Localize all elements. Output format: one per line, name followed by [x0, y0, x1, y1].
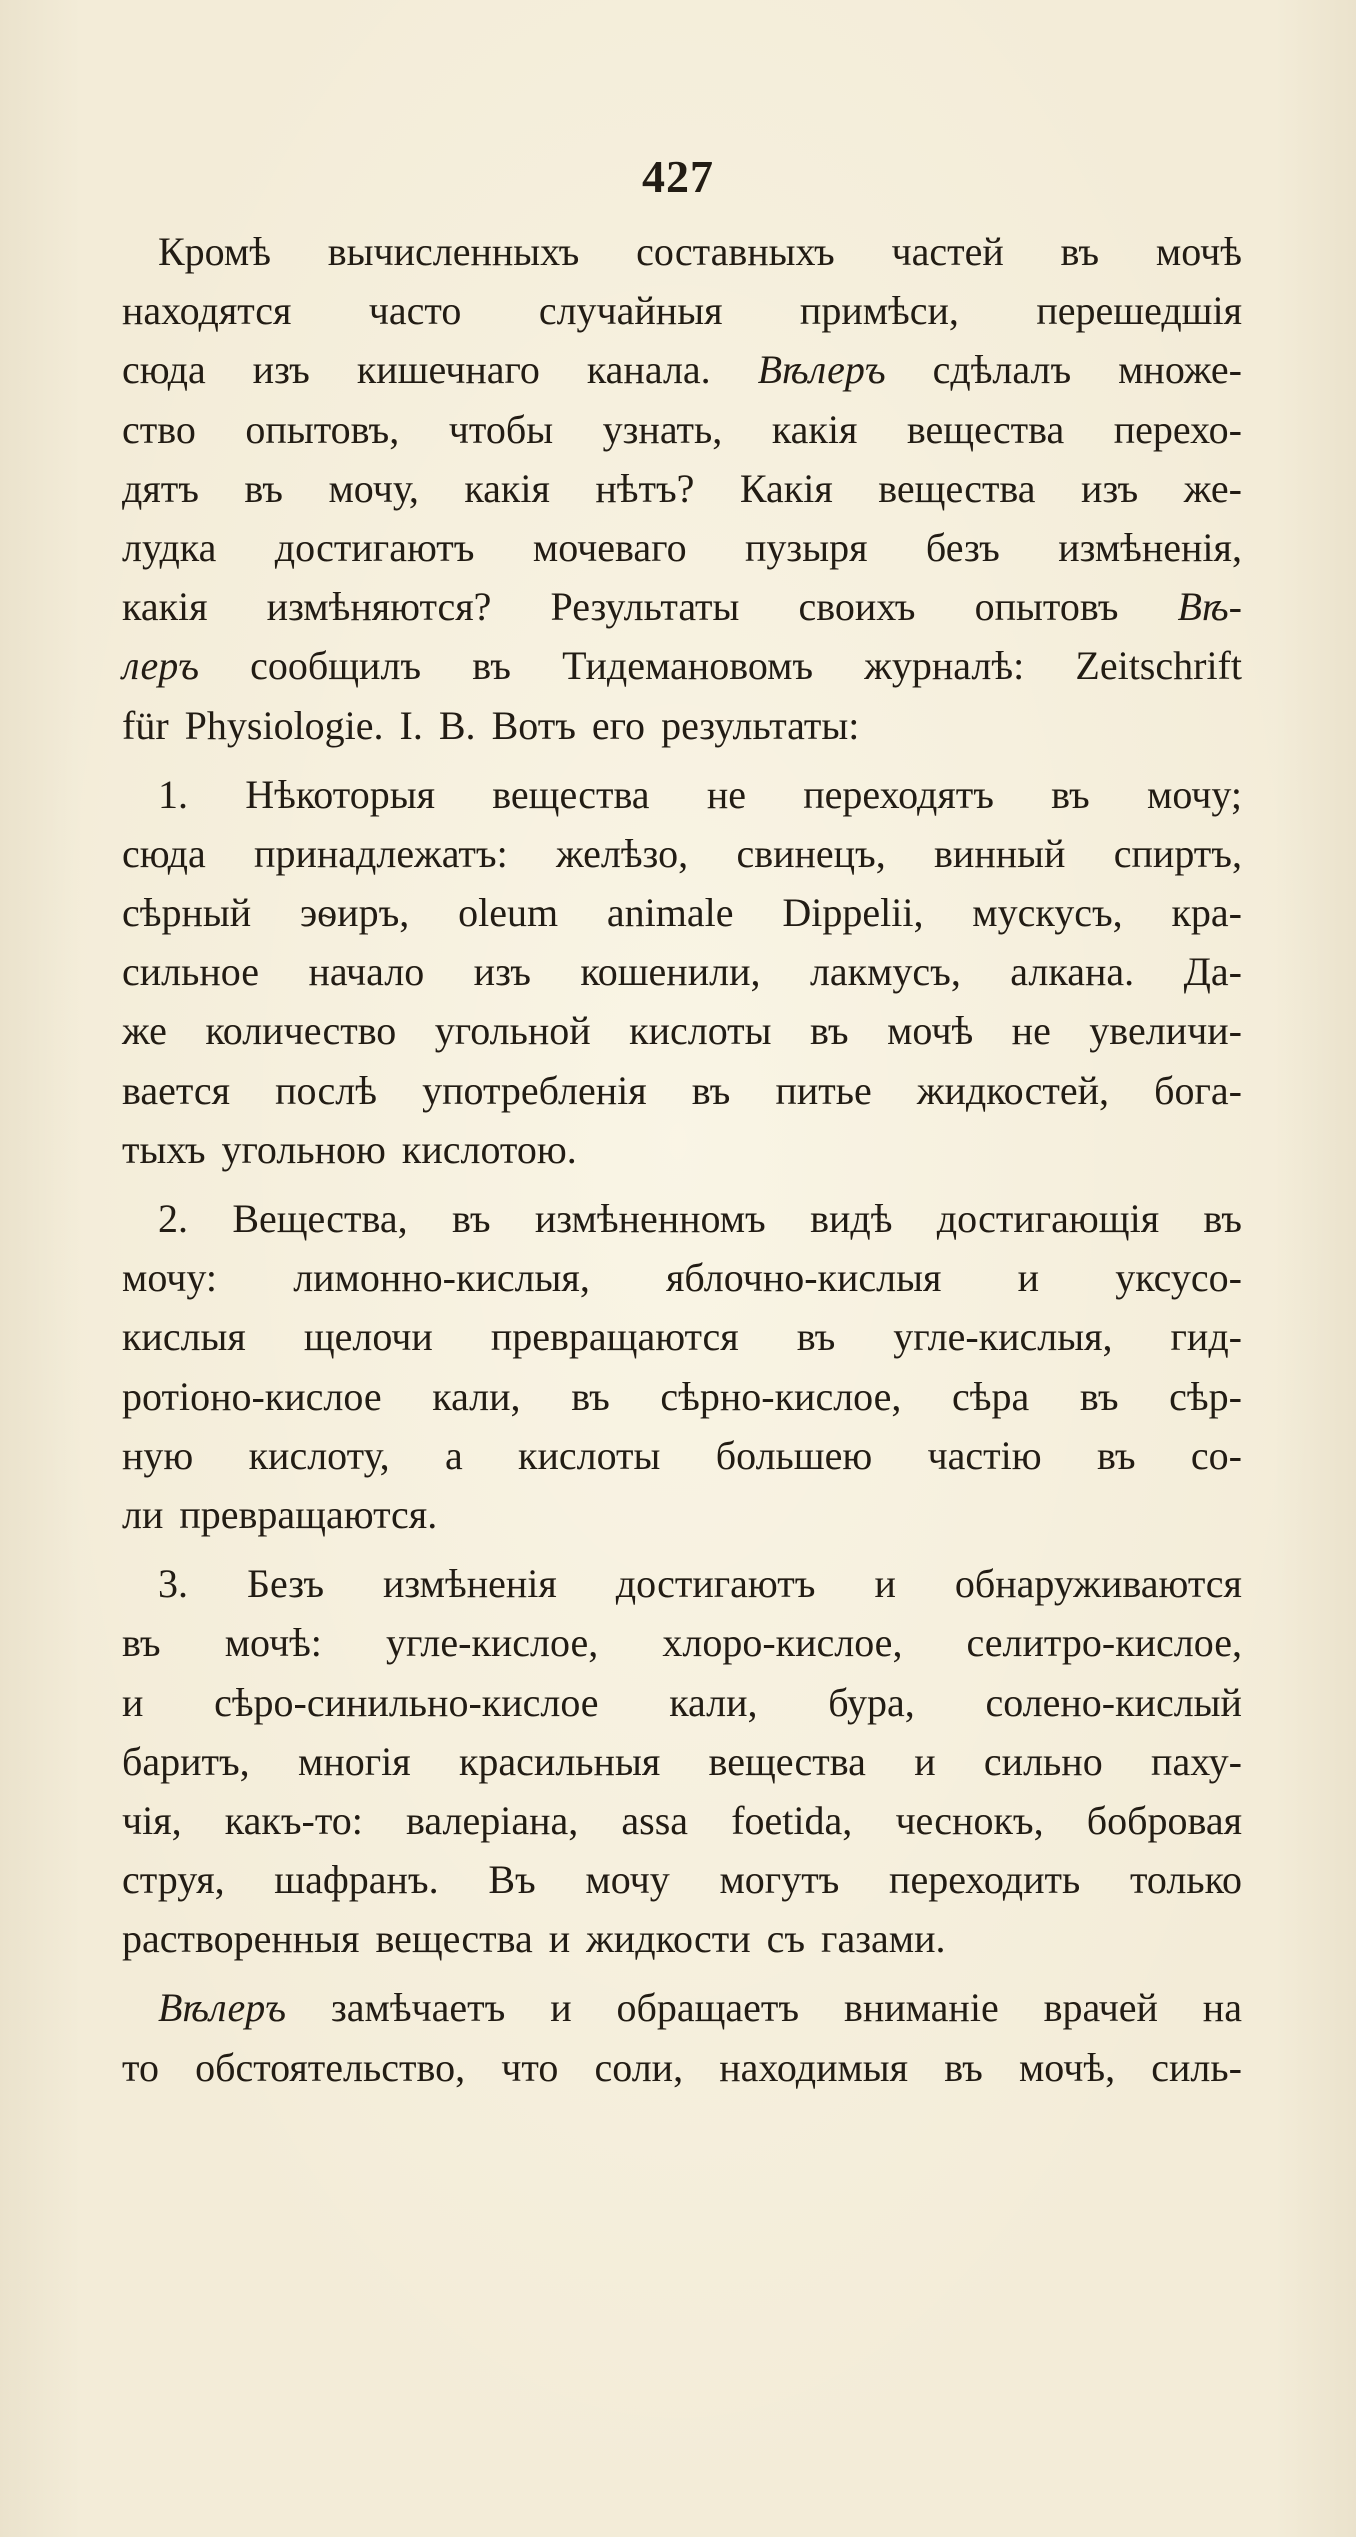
word: обращаетъ — [616, 1985, 800, 2031]
word: винный — [934, 830, 1066, 876]
word: въ — [472, 643, 511, 689]
word: бога- — [1154, 1067, 1242, 1113]
text-line — [122, 1426, 1242, 1485]
word: примѣси, — [799, 288, 959, 334]
word: мочѣ: — [224, 1620, 322, 1666]
word: вещества — [708, 1738, 866, 1784]
italic-name: Вѣлеръ — [757, 347, 886, 393]
word: на — [1202, 1985, 1242, 2031]
word: и — [874, 1561, 896, 1607]
text-line — [122, 1061, 1242, 1120]
word: Нѣкоторыя — [245, 771, 435, 817]
text-line — [122, 1307, 1242, 1366]
word: увеличи- — [1089, 1008, 1242, 1054]
word: лимонно-кислыя, — [293, 1255, 590, 1301]
word: перешедшія — [1036, 288, 1242, 334]
word: частей — [891, 229, 1004, 274]
word: опытовъ — [974, 584, 1119, 630]
word: съ — [766, 1916, 806, 1962]
word: измѣненномъ — [534, 1196, 766, 1241]
word: частію — [927, 1432, 1042, 1478]
word: количество — [205, 1008, 397, 1054]
word: Dippelii, — [782, 890, 924, 936]
word: Вещества, — [232, 1196, 408, 1241]
word: Вотъ — [491, 702, 576, 748]
word: и — [548, 1916, 571, 1962]
word: а — [444, 1432, 463, 1478]
word: изъ — [252, 347, 310, 393]
word: какія — [122, 584, 208, 630]
text-line — [122, 1485, 1242, 1544]
word: свинецъ, — [736, 830, 886, 876]
text-line — [122, 765, 1242, 824]
word: могутъ — [719, 1857, 840, 1903]
word: большею — [715, 1432, 873, 1478]
text-line — [122, 1978, 1242, 2037]
word: сѣр- — [1169, 1373, 1242, 1419]
word: журналѣ: — [864, 643, 1025, 689]
word: жидкости — [586, 1916, 751, 1962]
text-line — [122, 1613, 1242, 1672]
text-line — [122, 518, 1242, 577]
word: 3. — [158, 1561, 188, 1607]
text-line — [122, 222, 1242, 281]
word: въ — [244, 465, 283, 511]
text-line — [122, 824, 1242, 883]
word: въ — [122, 1620, 161, 1666]
word: начало — [308, 949, 425, 995]
word: лудка — [122, 524, 217, 570]
paragraph-gap — [122, 1179, 1242, 1189]
word: B. — [438, 702, 476, 748]
text-line — [122, 459, 1242, 518]
word: солено-кислый — [985, 1679, 1242, 1725]
word: сѣрно-кислое, — [660, 1373, 902, 1419]
word: бура, — [828, 1679, 915, 1725]
word: мочѣ — [887, 1008, 974, 1054]
paragraph-gap — [122, 1544, 1242, 1554]
word: въ — [944, 2044, 983, 2090]
word: сдѣлалъ — [932, 347, 1072, 393]
word: въ — [810, 1008, 849, 1054]
text-line — [122, 1189, 1242, 1248]
word: переходятъ — [803, 771, 994, 817]
word: бобровая — [1086, 1797, 1242, 1843]
word: кислоты — [518, 1432, 661, 1478]
word: щелочи — [303, 1314, 433, 1360]
word: красильныя — [458, 1738, 661, 1784]
word: сообщилъ — [250, 643, 422, 689]
text-line — [122, 696, 1242, 755]
italic-name: Вѣлеръ — [158, 1985, 287, 2031]
word: ротіоно-кислое — [122, 1373, 382, 1419]
word: спиртъ, — [1113, 830, 1242, 876]
word: кислоту, — [248, 1432, 390, 1478]
word: своихъ — [798, 584, 916, 630]
word: опытовъ, — [245, 406, 400, 452]
word: селитро-кислое, — [966, 1620, 1242, 1666]
word: соли, — [594, 2044, 684, 2090]
text-line — [122, 636, 1242, 695]
word: Результаты — [550, 584, 740, 630]
word: вещества — [878, 465, 1036, 511]
word: кислотою. — [401, 1126, 577, 1172]
italic-name: леръ — [122, 643, 199, 689]
word: assa — [621, 1797, 689, 1843]
word: въ — [571, 1373, 610, 1419]
word: силь- — [1151, 2044, 1242, 2090]
word: уксусо- — [1115, 1255, 1242, 1301]
text-line — [122, 1850, 1242, 1909]
word: мочѣ, — [1018, 2044, 1116, 2090]
word: въ — [1060, 229, 1100, 274]
word: многія — [298, 1738, 411, 1784]
word: въ — [1203, 1196, 1242, 1241]
word: I. — [399, 702, 423, 748]
word: сюда — [122, 347, 206, 393]
word: достигаютъ — [274, 524, 475, 570]
word: же- — [1183, 465, 1242, 511]
word: изъ — [473, 949, 531, 995]
word: случайныя — [538, 288, 723, 334]
word: вещества — [906, 406, 1065, 452]
word: обнаруживаются — [954, 1561, 1242, 1607]
word: со- — [1190, 1432, 1242, 1478]
word: узнать, — [602, 406, 723, 452]
word: врачей — [1043, 1985, 1158, 2031]
word: въ — [1096, 1432, 1136, 1478]
word: вниманіе — [843, 1985, 999, 2031]
word: переходить — [889, 1857, 1081, 1903]
word: кали, — [669, 1679, 758, 1725]
word: угольной — [434, 1008, 591, 1054]
word: достигающія — [936, 1196, 1160, 1241]
word: угле-кислыя, — [893, 1314, 1113, 1360]
word: яблочно-кислыя — [666, 1255, 942, 1301]
body-text — [122, 222, 1242, 2097]
word: гид- — [1170, 1314, 1242, 1360]
word: мочу; — [1147, 771, 1242, 817]
word: множе- — [1118, 347, 1242, 393]
text-line — [122, 577, 1242, 636]
word: какія — [771, 406, 858, 452]
word: чія, — [122, 1797, 182, 1843]
word: Physiologie. — [184, 702, 384, 748]
word: эѳиръ, — [300, 890, 410, 936]
text-line — [122, 1732, 1242, 1791]
paragraph-gap — [122, 1968, 1242, 1978]
word: хлоро-кислое, — [662, 1620, 903, 1666]
word: вещества — [375, 1916, 533, 1962]
word: въ — [1051, 771, 1090, 817]
word: струя, — [122, 1857, 225, 1903]
word: Zeitschrift — [1075, 643, 1242, 689]
word: только — [1129, 1857, 1242, 1903]
word: превращаются. — [179, 1491, 438, 1537]
word: въ — [691, 1067, 731, 1113]
word: и — [122, 1679, 144, 1725]
word: дятъ — [122, 465, 199, 511]
word: угольною — [221, 1126, 386, 1172]
word: нѣтъ? — [595, 465, 695, 511]
word: вещества — [492, 771, 650, 817]
word: и — [914, 1738, 936, 1784]
word: питье — [775, 1067, 872, 1113]
word: лакмусъ, — [809, 949, 961, 995]
word: употребленія — [422, 1067, 647, 1113]
word: тыхъ — [122, 1126, 206, 1172]
word: газами. — [821, 1916, 946, 1962]
word: мочѣ — [1155, 229, 1242, 274]
word: шафранъ. — [274, 1857, 439, 1903]
word: ную — [122, 1432, 194, 1478]
text-line — [122, 883, 1242, 942]
word: баритъ, — [122, 1738, 250, 1784]
word: Да- — [1183, 949, 1242, 995]
word: Безъ — [247, 1561, 325, 1607]
italic-name: Вѣ- — [1177, 584, 1242, 630]
word: находятся — [122, 288, 292, 334]
word: Тидемановомъ — [562, 643, 814, 689]
word: желѣзо, — [556, 830, 689, 876]
word: и — [1017, 1255, 1039, 1301]
word: сѣрный — [122, 890, 252, 936]
word: составныхъ — [636, 229, 835, 274]
word: мускусъ, — [972, 890, 1123, 936]
word: результаты: — [661, 702, 860, 748]
word: видѣ — [810, 1196, 893, 1241]
word: находимыя — [719, 2044, 909, 2090]
word: кишечнаго — [356, 347, 540, 393]
word: въ — [796, 1314, 836, 1360]
word: какъ-то: — [224, 1797, 363, 1843]
word: сильное — [122, 949, 260, 995]
word: изъ — [1081, 465, 1139, 511]
word: измѣненія — [383, 1561, 557, 1607]
word: же — [122, 1008, 167, 1054]
word: Въ — [488, 1857, 536, 1903]
word: въ — [1079, 1373, 1119, 1419]
text-line — [122, 400, 1242, 459]
word: сѣро-синильно-кислое — [214, 1679, 599, 1725]
word: угле-кислое, — [386, 1620, 599, 1666]
text-line — [122, 2038, 1242, 2097]
word: мочу — [585, 1857, 670, 1903]
text-line — [122, 340, 1242, 399]
text-line — [122, 942, 1242, 1001]
text-line — [122, 1248, 1242, 1307]
word: часто — [368, 288, 462, 334]
word: вается — [122, 1067, 230, 1113]
word: кали, — [432, 1373, 521, 1419]
word: мочу: — [122, 1255, 217, 1301]
word: ли — [122, 1491, 164, 1537]
word: достигаютъ — [615, 1561, 816, 1607]
word: кислоты — [629, 1008, 772, 1054]
text-line — [122, 281, 1242, 340]
word: какія — [464, 465, 550, 511]
word: измѣняются? — [266, 584, 492, 630]
word: мочеваго — [532, 524, 687, 570]
word: мочу, — [328, 465, 419, 511]
word: сюда — [122, 830, 206, 876]
text-line — [122, 1791, 1242, 1850]
word: Какія — [739, 465, 833, 511]
word: то — [122, 2044, 159, 2090]
word: чтобы — [448, 406, 554, 452]
word: animale — [606, 890, 734, 936]
word: въ — [451, 1196, 491, 1241]
word: Кромѣ — [158, 229, 271, 274]
word: безъ — [925, 524, 1000, 570]
word: чеснокъ, — [895, 1797, 1044, 1843]
word: обстоятельство, — [195, 2044, 466, 2090]
word: не — [1011, 1008, 1051, 1054]
word: замѣчаетъ — [330, 1985, 506, 2031]
page-number: 427 — [642, 151, 714, 202]
word: für — [122, 702, 169, 748]
text-line — [122, 1673, 1242, 1732]
word: растворенныя — [122, 1916, 360, 1962]
word: валеріана, — [406, 1797, 579, 1843]
word: вычисленныхъ — [327, 229, 580, 274]
text-line — [122, 1554, 1242, 1613]
word: алкана. — [1010, 949, 1135, 995]
word: 1. — [158, 771, 188, 817]
word: кислыя — [122, 1314, 246, 1360]
word: превращаются — [490, 1314, 739, 1360]
text-line — [122, 1001, 1242, 1060]
word: сѣра — [952, 1373, 1030, 1419]
word: что — [501, 2044, 559, 2090]
word: сильно — [983, 1738, 1103, 1784]
word: его — [591, 702, 646, 748]
text-line — [122, 1367, 1242, 1426]
word: пузыря — [744, 524, 868, 570]
word: oleum — [458, 890, 559, 936]
word: и — [550, 1985, 572, 2031]
paragraph-gap — [122, 755, 1242, 765]
word: кра- — [1171, 890, 1242, 936]
word: не — [706, 771, 746, 817]
word: перехо- — [1113, 406, 1242, 452]
word: жидкостей, — [916, 1067, 1110, 1113]
word: паху- — [1151, 1738, 1242, 1784]
word: послѣ — [275, 1067, 377, 1113]
word: 2. — [158, 1196, 188, 1241]
text-line — [122, 1909, 1242, 1968]
word: ство — [122, 406, 196, 452]
word: измѣненія, — [1058, 524, 1242, 570]
word: foetida, — [731, 1797, 853, 1843]
word: кошенили, — [580, 949, 761, 995]
word: канала. — [586, 347, 711, 393]
text-line — [122, 1120, 1242, 1179]
word: принадлежатъ: — [254, 830, 508, 876]
